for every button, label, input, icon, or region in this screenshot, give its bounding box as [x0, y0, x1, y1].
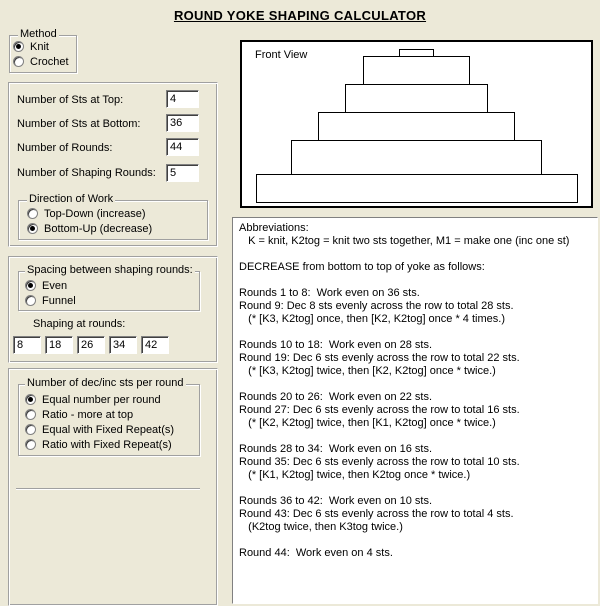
direction-bottomup-radio[interactable]	[27, 221, 152, 236]
method-group	[9, 28, 77, 73]
yoke-tier	[399, 49, 435, 57]
output-line: Round 27: Dec 6 sts evenly across the row to total 16 sts.	[239, 404, 520, 416]
output-line: Round 9: Dec 8 sts evenly across the row to total 28 sts.	[239, 300, 514, 312]
yoke-tier	[256, 174, 578, 203]
output-line	[239, 534, 591, 547]
radio-selected-icon	[25, 394, 36, 405]
radio-selected-icon	[25, 280, 36, 291]
output-line: Rounds 28 to 34: Work even on 16 sts.	[239, 443, 433, 455]
output-line: (* [K2, K2tog] twice, then [K1, K2tog] once * twice.)	[239, 417, 496, 429]
output-line	[239, 274, 591, 287]
output-line: Round 43: Dec 6 sts evenly across the row to total 4 sts.	[239, 508, 514, 520]
output-line: Rounds 1 to 8: Work even on 36 sts.	[239, 287, 420, 299]
sts-top-label: Number of Sts at Top:	[17, 94, 124, 106]
app-title: ROUND YOKE SHAPING CALCULATOR	[173, 8, 427, 23]
output-line: Rounds 36 to 42: Work even on 10 sts.	[239, 495, 433, 507]
radio-unselected-icon	[27, 208, 38, 219]
output-line: (* [K3, K2tog] once, then [K2, K2tog] once * 4 times.)	[239, 313, 505, 325]
yoke-tier	[345, 84, 488, 113]
radio-selected-icon	[27, 223, 38, 234]
shaping-round-4-input[interactable]: 34	[109, 336, 137, 354]
decinc-group	[18, 377, 200, 456]
shaping-rounds-input[interactable]: 5	[166, 164, 199, 182]
spacing-funnel-label: Funnel	[42, 294, 76, 307]
output-line: DECREASE from bottom to top of yoke as follows:	[239, 261, 485, 273]
output-line: Round 44: Work even on 4 sts.	[239, 547, 393, 559]
radio-unselected-icon	[25, 439, 36, 450]
output-line: (K2tog twice, then K3tog twice.)	[239, 521, 403, 533]
spacing-group-label: Spacing between shaping rounds:	[27, 264, 193, 276]
direction-group-label: Direction of Work	[29, 193, 114, 205]
decinc-ratio-fixed-label: Ratio with Fixed Repeat(s)	[42, 438, 172, 451]
yoke-tier	[318, 112, 515, 141]
method-knit-radio[interactable]	[13, 39, 49, 54]
instructions-output[interactable]	[232, 217, 598, 604]
radio-unselected-icon	[25, 295, 36, 306]
radio-unselected-icon	[25, 424, 36, 435]
decinc-ratio-radio[interactable]	[25, 407, 133, 422]
direction-group	[18, 193, 208, 240]
output-line: Abbreviations:	[239, 222, 309, 234]
direction-bottomup-label: Bottom-Up (decrease)	[44, 222, 153, 235]
sts-bottom-label: Number of Sts at Bottom:	[17, 118, 141, 130]
output-line: Round 35: Dec 6 sts evenly across the row to total 10 sts.	[239, 456, 520, 468]
rounds-label: Number of Rounds:	[17, 142, 113, 154]
output-line	[239, 378, 591, 391]
radio-unselected-icon	[13, 56, 24, 67]
output-line: Round 19: Dec 6 sts evenly across the row to total 22 sts.	[239, 352, 520, 364]
output-line: Rounds 10 to 18: Work even on 28 sts.	[239, 339, 433, 351]
shaping-round-3-input[interactable]: 26	[77, 336, 105, 354]
decinc-ratio-label: Ratio - more at top	[42, 408, 134, 421]
spacing-even-label: Even	[42, 279, 68, 292]
front-view-diagram	[240, 40, 593, 208]
method-crochet-radio[interactable]	[13, 54, 69, 69]
shaping-rounds-label: Number of Shaping Rounds:	[17, 167, 156, 179]
sts-bottom-input[interactable]: 36	[166, 114, 199, 132]
front-view-label: Front View	[255, 49, 308, 61]
output-line	[239, 430, 591, 443]
method-knit-label: Knit	[30, 40, 49, 53]
output-line: (* [K3, K2tog] twice, then [K2, K2tog] once * twice.)	[239, 365, 496, 377]
sts-top-input[interactable]: 4	[166, 90, 199, 108]
yoke-tier	[363, 56, 470, 85]
direction-topdown-label: Top-Down (increase)	[44, 207, 146, 220]
decinc-equal-fixed-radio[interactable]	[25, 422, 174, 437]
decinc-group-label: Number of dec/inc sts per round	[27, 377, 184, 389]
spacing-group	[18, 264, 200, 311]
shaping-at-rounds-label: Shaping at rounds:	[33, 318, 126, 330]
decinc-equal-radio[interactable]	[25, 392, 161, 407]
shaping-round-5-input[interactable]: 42	[141, 336, 169, 354]
method-crochet-label: Crochet	[30, 55, 69, 68]
shaping-round-1-input[interactable]: 8	[13, 336, 41, 354]
decinc-equal-fixed-label: Equal with Fixed Repeat(s)	[42, 423, 175, 436]
rounds-input[interactable]: 44	[166, 138, 199, 156]
decinc-equal-label: Equal number per round	[42, 393, 161, 406]
output-line	[239, 248, 591, 261]
output-line	[239, 326, 591, 339]
radio-selected-icon	[13, 41, 24, 52]
radio-unselected-icon	[25, 409, 36, 420]
output-line: (* [K1, K2tog] twice, then K2tog once * twice.)	[239, 469, 471, 481]
output-line	[239, 482, 591, 495]
yoke-tier	[291, 140, 541, 175]
direction-topdown-radio[interactable]	[27, 206, 145, 221]
output-line: Rounds 20 to 26: Work even on 22 sts.	[239, 391, 433, 403]
decinc-ratio-fixed-radio[interactable]	[25, 437, 172, 452]
output-line: K = knit, K2tog = knit two sts together, M1 = make one (inc one st)	[239, 235, 570, 247]
spacing-even-radio[interactable]	[25, 278, 67, 293]
separator-line	[16, 488, 200, 490]
spacing-funnel-radio[interactable]	[25, 293, 76, 308]
method-group-label: Method	[20, 28, 57, 40]
shaping-round-2-input[interactable]: 18	[45, 336, 73, 354]
